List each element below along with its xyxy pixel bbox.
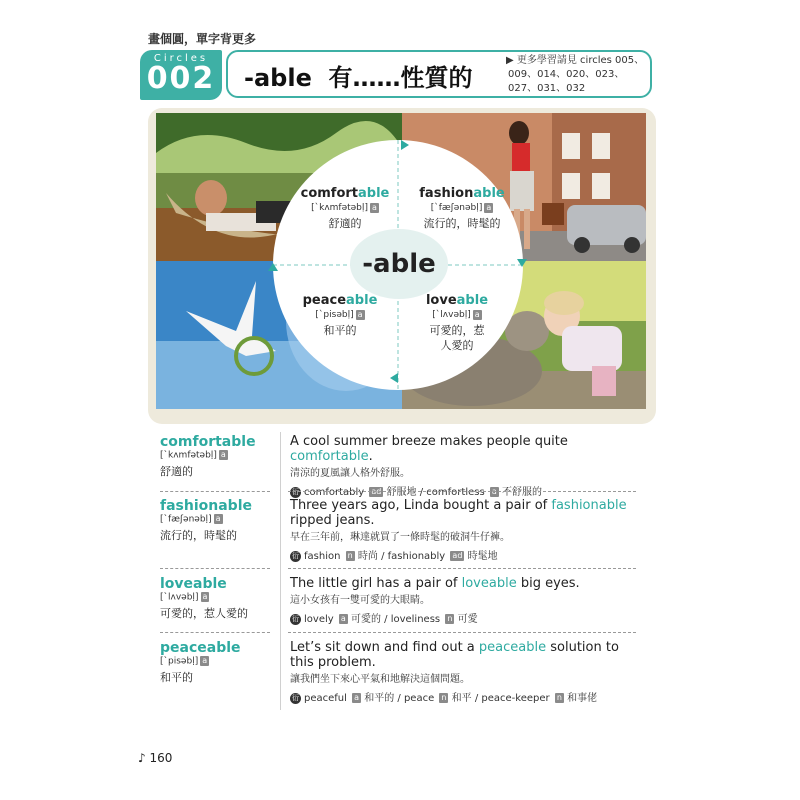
entry-word-fashionable: [160, 498, 270, 543]
wheel-meaning: 流行的，時髦的: [423, 217, 501, 230]
wheel-phonetic: [ˋpisəbḷ] a: [315, 309, 363, 320]
entry-example-loveable: [290, 576, 640, 627]
entry-meaning: 流行的，時髦的: [160, 528, 237, 542]
derivatives: 衍 peaceful a 和平的 / peace n 和平 / peace-keeper n 和事佬: [292, 693, 598, 704]
suffix-core: -able: [350, 229, 448, 299]
derivative-icon: 衍: [292, 551, 299, 560]
derivative-icon: 衍: [292, 693, 299, 702]
entry-separator: [160, 491, 270, 492]
entry-word: peaceable: [160, 640, 241, 656]
example-sentence: A cool summer breeze makes people quite comfortable.: [290, 434, 568, 464]
example-sentence: Three years ago, Linda bought a pair of fashionable ripped jeans.: [290, 498, 627, 528]
page-number: ♪ 160: [138, 751, 173, 765]
entry-word-loveable: [160, 576, 270, 621]
example-translation: 這小女孩有一雙可愛的大眼睛。: [290, 595, 430, 606]
entries-divider: [280, 432, 281, 710]
arrow-left-icon: [268, 263, 278, 271]
entry-phonetic: [ˋfæʃənəbḷ] a: [160, 514, 221, 525]
entry-meaning: 可愛的，惹人愛的: [160, 606, 248, 620]
wheel-word: comfortable: [300, 186, 390, 201]
entry-word: loveable: [160, 576, 227, 592]
circles-number: 002: [146, 61, 216, 96]
arrow-bottom-icon: [390, 373, 398, 383]
example-translation: 早在三年前，琳達就買了一條時髦的破洞牛仔褲。: [290, 532, 510, 543]
wheel-meaning: 可愛的，惹人愛的: [429, 324, 485, 352]
entry-separator: [288, 632, 636, 633]
example-translation: 讓我們坐下來心平氣和地解決這個問題。: [290, 674, 470, 685]
arrow-top-icon: [401, 140, 409, 150]
entry-meaning: 和平的: [160, 670, 193, 684]
entry-word: fashionable: [160, 498, 252, 514]
derivatives: 衍 comfortably ad 舒服地 / comfortless a 不舒服的: [292, 487, 542, 498]
wheel-phonetic: [ˋfæʃənəbḷ] a: [430, 202, 492, 213]
music-note-icon: ♪: [138, 751, 146, 765]
entry-separator: [288, 568, 636, 569]
circles-badge: [140, 50, 222, 100]
wheel-item-loveable: [410, 293, 504, 353]
derivatives: 衍 fashion n 時尚 / fashionably ad 時髦地: [292, 551, 498, 562]
page-title: -able 有……性質的: [244, 64, 473, 92]
example-sentence: Let’s sit down and find out a peaceable solution to this problem.: [290, 640, 619, 670]
wheel-meaning: 舒適的: [328, 217, 362, 230]
circles-label: Circles: [153, 53, 209, 64]
entry-word-comfortable: [160, 434, 270, 479]
derivatives: 衍 lovely a 可愛的 / loveliness n 可愛: [292, 614, 478, 625]
wheel-word: fashionable: [419, 186, 505, 201]
more-prefix: ▶ 更多學習請見 circles 005、: [506, 55, 645, 66]
entry-word: comfortable: [160, 434, 256, 450]
entry-phonetic: [ˋkʌmfətəbḷ] a: [160, 450, 226, 461]
wheel-meaning: 和平的: [323, 324, 357, 337]
wheel-item-fashionable: [402, 186, 522, 231]
wheel-phonetic: [ˋkʌmfətəbḷ] a: [311, 202, 377, 213]
wheel-item-peaceable: [290, 293, 390, 338]
running-title: 畫個圓，單字背更多: [148, 32, 257, 46]
entry-separator: [160, 568, 270, 569]
entry-meaning: 舒適的: [160, 464, 193, 478]
example-sentence: The little girl has a pair of loveable big eyes.: [290, 576, 580, 591]
example-translation: 清涼的夏風讓人格外舒服。: [290, 468, 410, 479]
derivative-icon: 衍: [292, 487, 299, 496]
wheel-item-comfortable: [290, 186, 400, 231]
derivative-icon: 衍: [292, 614, 299, 623]
wheel-phonetic: [ˋlʌvəbḷ] a: [432, 309, 480, 320]
wheel-word: peaceable: [302, 293, 378, 308]
entry-example-peaceable: [290, 640, 640, 706]
more-refs: 009、014、020、023、027、031、032: [508, 69, 625, 94]
wheel-word: loveable: [425, 293, 489, 308]
entry-separator: [160, 632, 270, 633]
entry-phonetic: [ˋpisəbḷ] a: [160, 656, 208, 667]
entry-example-fashionable: [290, 498, 640, 564]
more-references: [506, 54, 656, 96]
entry-word-peaceable: [160, 640, 270, 685]
entry-separator: [288, 491, 636, 492]
arrow-right-icon: [517, 259, 527, 267]
entry-phonetic: [ˋlʌvəbḷ] a: [160, 592, 208, 603]
